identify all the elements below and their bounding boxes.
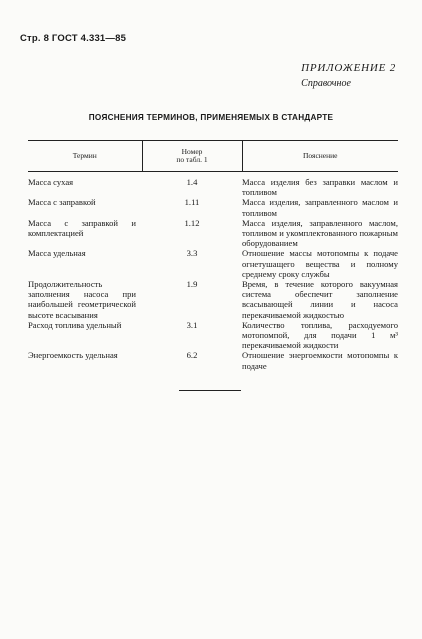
table-row (28, 320, 398, 351)
term-cell: Масса сухая (28, 177, 74, 187)
table-row (28, 248, 398, 279)
explanation-cell: Количество топлива, расходуемого мотопомпой, для подачи 1 м³ перекачиваемой жидкости (242, 319, 398, 351)
number-cell: 3.1 (186, 319, 198, 330)
table-row (28, 218, 398, 249)
term-cell: Масса с заправкой (28, 197, 96, 208)
number-cell: 1.12 (184, 217, 200, 228)
number-cell: 3.3 (186, 248, 198, 259)
term-cell: Масса с заправкой и комплектацией (28, 217, 136, 239)
explanation-cell: Масса изделия, заправленного маслом и топливом (242, 197, 398, 218)
explanation-cell: Масса изделия без заправки маслом и топливом (242, 177, 398, 198)
number-cell: 1.9 (186, 279, 198, 290)
explanation-cell: Масса изделия, заправленного маслом, топливом и укомплектованного пожарным оборудованием (242, 217, 398, 249)
number-cell: 1.11 (184, 197, 200, 208)
table-row (28, 172, 398, 198)
header-explanation: Пояснение (242, 141, 398, 172)
appendix-label (301, 62, 396, 89)
explanation-cell: Отношение массы мотопомпы к подаче огнетушащего вещества и полному среднему сроку службы (242, 248, 398, 279)
explanation-cell: Время, в течение которого вакуумная система обеспечит заполнение всасывающей линии и насоса перекачиваемой жидкостью (242, 279, 398, 320)
term-cell: Продолжительность заполнения насоса при наибольшей геометрической высоте всасывания (28, 279, 136, 320)
appendix-subtitle: Справочное (301, 78, 351, 89)
header-number-line1: Номер (181, 147, 203, 156)
term-cell: Энергоемкость удельная (28, 350, 118, 361)
number-cell: 6.2 (186, 350, 198, 361)
table-row (28, 350, 398, 370)
header-term: Термин (28, 141, 142, 172)
appendix-title: ПРИЛОЖЕНИЕ 2 (301, 62, 396, 74)
page-header: Стр. 8 ГОСТ 4.331—85 (20, 33, 127, 44)
table-row (28, 197, 398, 217)
table-row (28, 279, 398, 320)
explanation-cell: Отношение энергоемкости мотопомпы к подаче (242, 350, 398, 371)
term-cell: Расход топлива удельный (28, 319, 122, 330)
header-number-line2: по табл. 1 (176, 155, 208, 164)
terms-table-container (28, 140, 398, 371)
number-cell: 1.4 (186, 177, 198, 187)
document-title: ПОЯСНЕНИЯ ТЕРМИНОВ, ПРИМЕНЯЕМЫХ В СТАНДАРТЕ (88, 113, 334, 122)
table-header-row (28, 141, 398, 172)
header-number (142, 141, 242, 172)
terms-table (28, 140, 398, 371)
end-separator-line (179, 390, 241, 391)
term-cell: Масса удельная (28, 248, 86, 259)
